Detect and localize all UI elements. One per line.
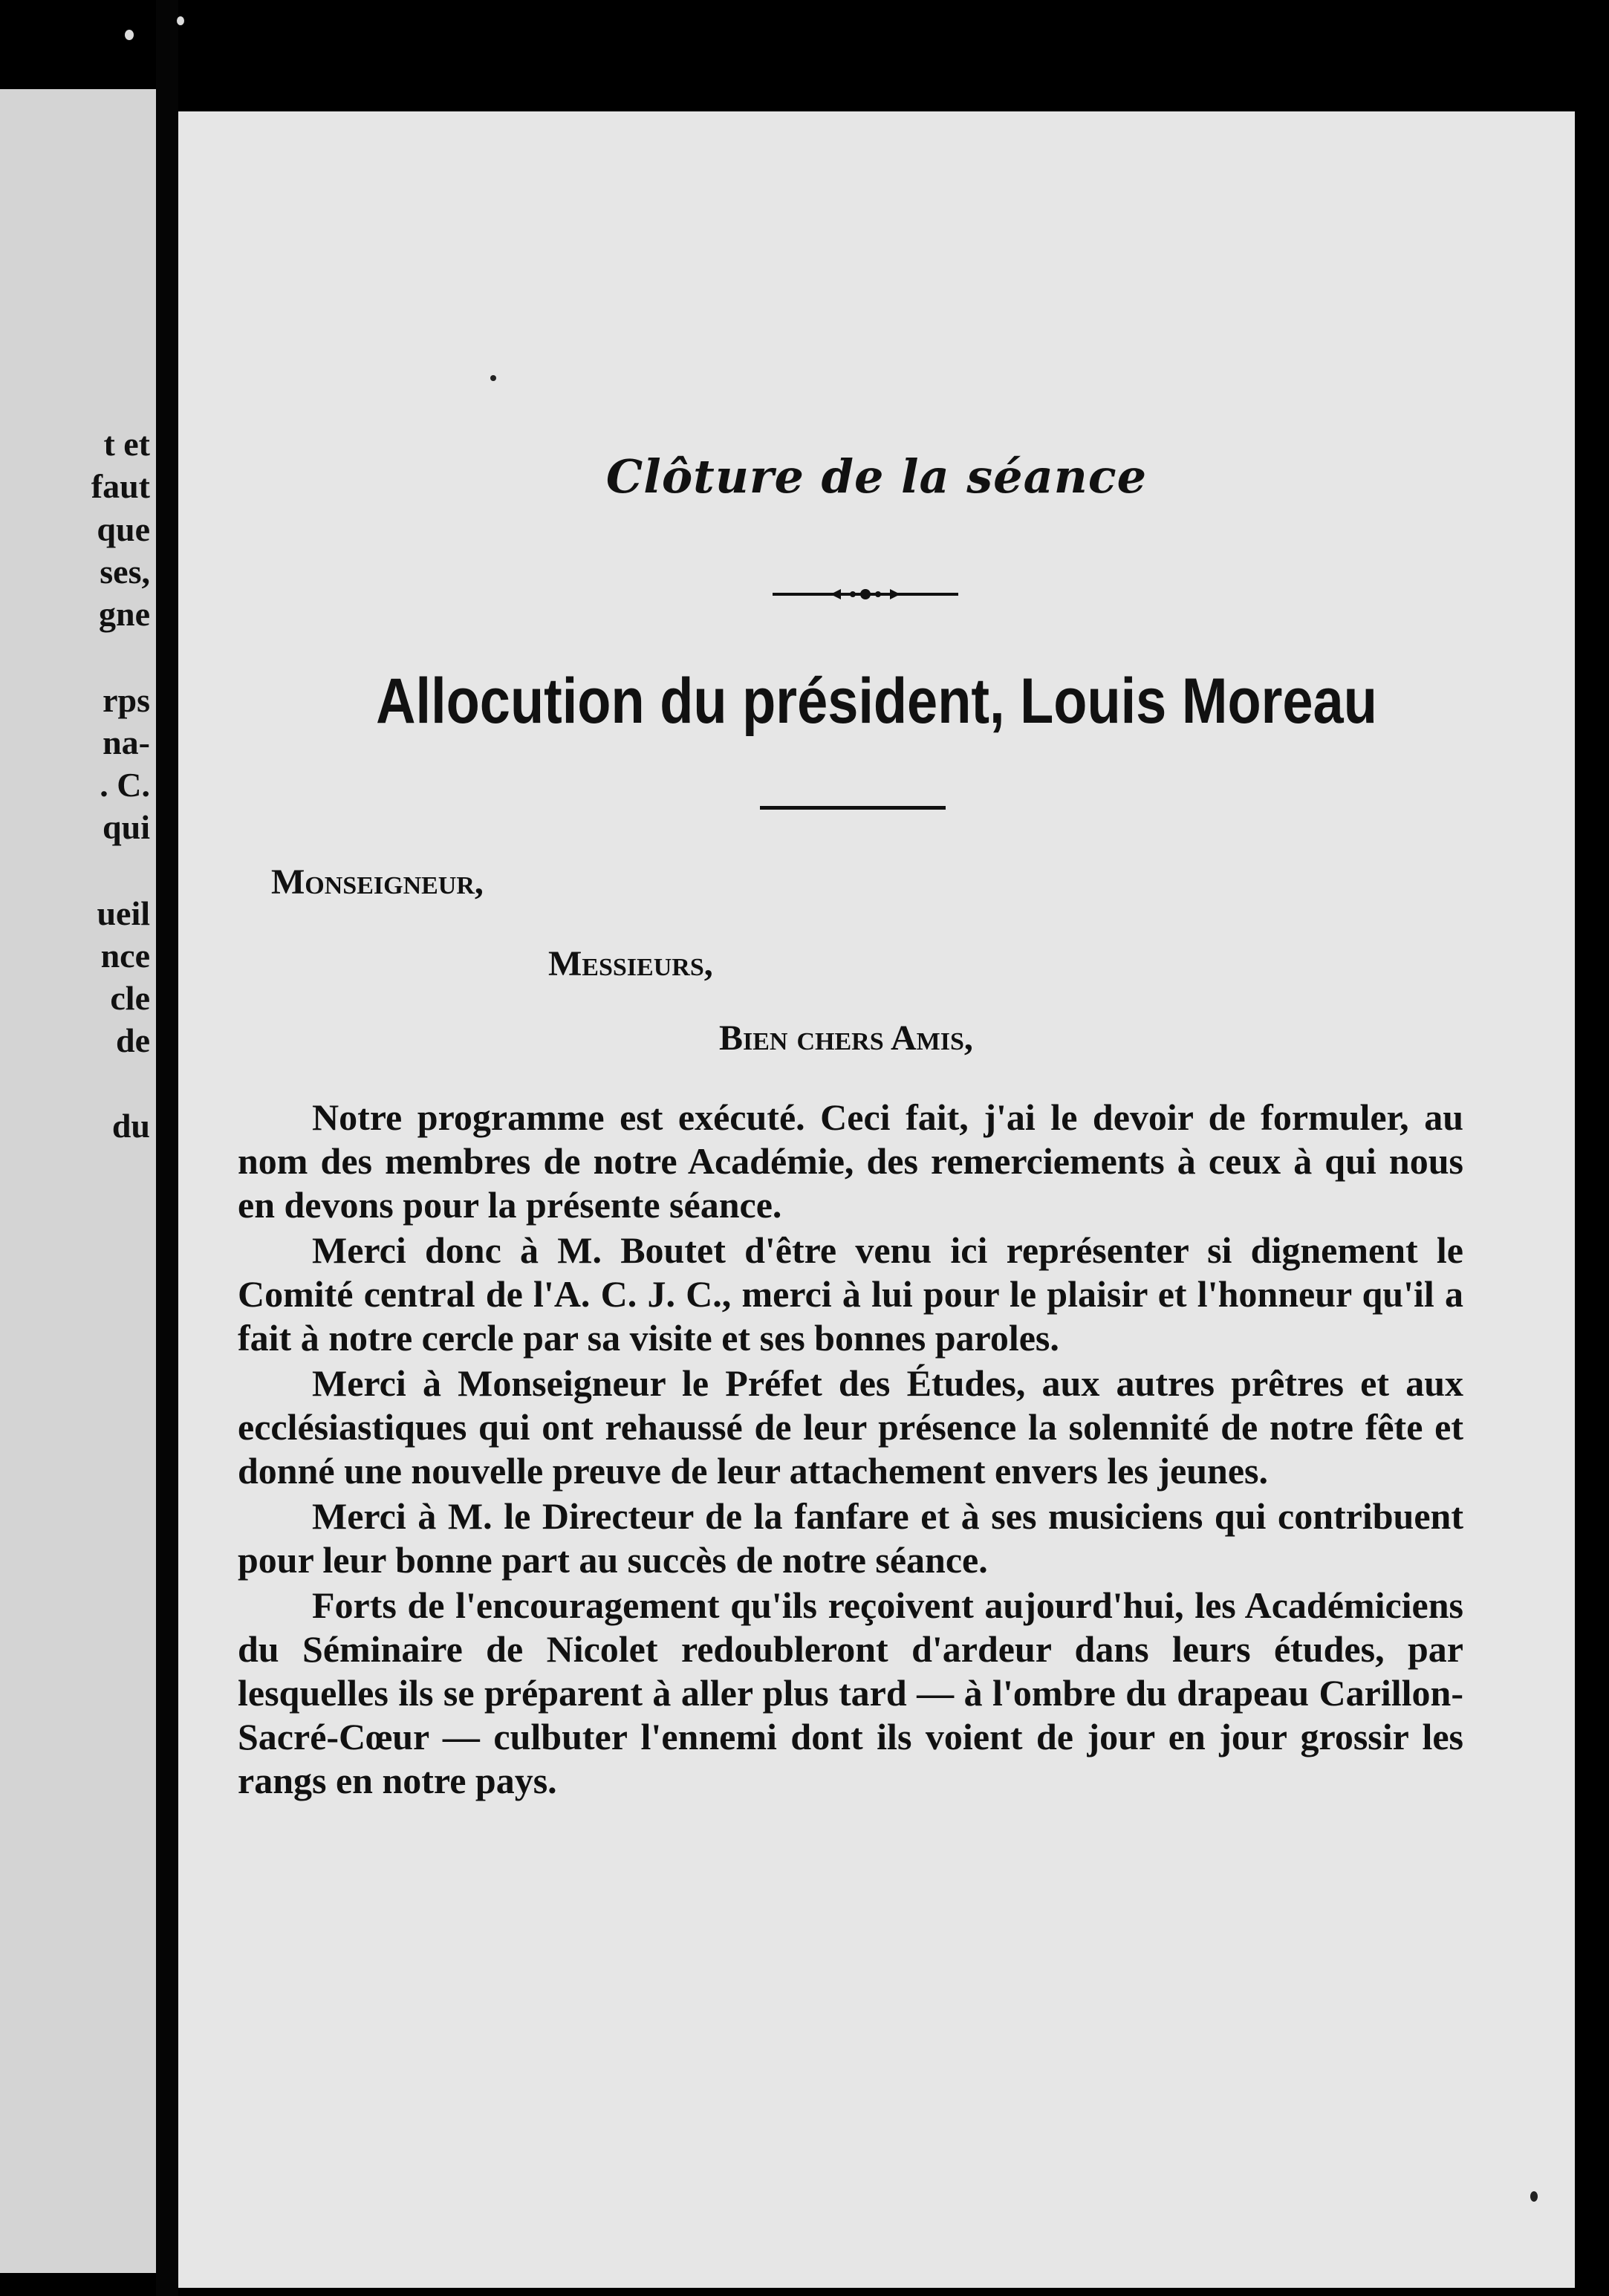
- facing-text-fragment: nce: [100, 937, 150, 975]
- paragraph: Forts de l'encouragement qu'ils reçoivent aujourd'hui, les Académiciens du Séminaire de Nicolet redoubleront d'ardeur dans leurs études, par lesquelles ils se préparent à aller plus tard — à l'ombre du drapeau Carillon-Sacré-Cœur — culbuter l'ennemi dont ils voient de jour en jour grossir les rangs en notre pays.: [238, 1584, 1463, 1801]
- main-title: Allocution du président, Louis Moreau: [376, 666, 1377, 737]
- scan-speck: [490, 375, 496, 381]
- facing-text-fragment: qui: [103, 808, 150, 846]
- facing-text-fragment: rps: [103, 681, 150, 719]
- facing-text-fragment: . C.: [100, 766, 150, 804]
- facing-text-fragment: gne: [99, 595, 150, 633]
- paragraph: Merci à Monseigneur le Préfet des Études, aux autres prêtres et aux ecclésiastiques qui ont rehaussé de leur présence la solennité de notre fête et donné une nouvelle preuve de leur attachement envers les jeunes.: [238, 1362, 1463, 1492]
- salutation-line: Bien chers Amis,: [719, 1018, 973, 1058]
- body-text: [238, 1096, 1463, 1804]
- salutation-line: Monseigneur,: [271, 862, 484, 902]
- ornament-divider: [773, 587, 958, 602]
- facing-text-fragment: ses,: [100, 553, 150, 591]
- scan-speck: [125, 30, 134, 40]
- facing-text-fragment: ueil: [97, 894, 150, 932]
- book-gutter: [156, 0, 178, 2296]
- facing-text-fragment: t et: [103, 425, 150, 463]
- title-rule: [760, 806, 946, 810]
- facing-text-fragment: du: [111, 1107, 150, 1145]
- document-page: [178, 111, 1575, 2288]
- facing-text-fragment: faut: [91, 467, 150, 505]
- facing-page-fragment: [0, 89, 156, 2273]
- paragraph: Merci à M. le Directeur de la fanfare et à ses musiciens qui contribuent pour leur bonne part au succès de notre séance.: [238, 1495, 1463, 1581]
- facing-text-fragment: cle: [110, 979, 150, 1017]
- scan-speck: [177, 16, 184, 25]
- salutation-line: Messieurs,: [548, 944, 713, 983]
- facing-text-fragment: que: [97, 510, 150, 548]
- facing-text-fragment: na-: [103, 723, 150, 761]
- paragraph: Merci donc à M. Boutet d'être venu ici représenter si dignement le Comité central de l'A. C. J. C., merci à lui pour le plaisir et l'honneur qu'il a fait à notre cercle par sa visite et ses bonnes paroles.: [238, 1229, 1463, 1359]
- facing-text-fragment: de: [116, 1021, 150, 1059]
- section-title: Clôture de la séance: [605, 449, 1148, 504]
- scan-speck: [1530, 2191, 1538, 2202]
- paragraph: Notre programme est exécuté. Ceci fait, j'ai le devoir de formuler, au nom des membres de notre Académie, des remerciements à ceux à qui nous en devons pour la présente séance.: [238, 1096, 1463, 1226]
